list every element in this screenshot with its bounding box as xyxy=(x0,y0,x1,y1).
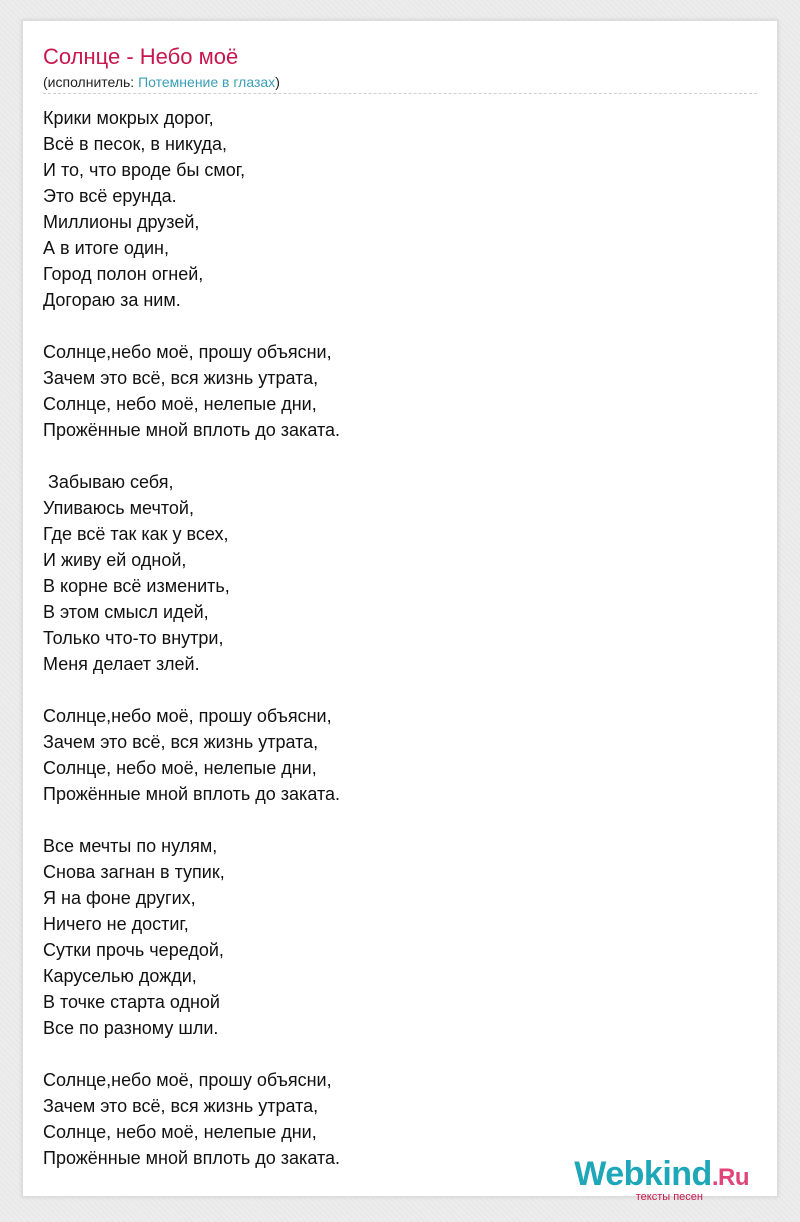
lyrics-line: Миллионы друзей, xyxy=(43,212,200,232)
lyrics-line: Зачем это всё, вся жизнь утрата, xyxy=(43,732,319,752)
lyrics-line: В точке старта одной xyxy=(43,992,220,1012)
artist-line xyxy=(43,73,280,91)
lyrics-line: Упиваюсь мечтой, xyxy=(43,498,194,518)
lyrics-line: Все мечты по нулям, xyxy=(43,836,218,856)
lyrics-line: Зачем это всё, вся жизнь утрата, xyxy=(43,1096,319,1116)
lyrics-line: Солнце, небо моё, нелепые дни, xyxy=(43,1122,317,1142)
lyrics-line: Где всё так как у всех, xyxy=(43,524,229,544)
lyrics-stanza xyxy=(43,469,743,677)
logo-name: Webkind xyxy=(574,1155,712,1193)
logo-tagline: тексты песен xyxy=(635,1191,703,1203)
artist-suffix: ) xyxy=(275,74,280,90)
lyrics-line: В этом смысл идей, xyxy=(43,602,209,622)
artist-link[interactable]: Потемнение в глазах xyxy=(138,74,276,90)
lyrics-line: Прожённые мной вплоть до заката. xyxy=(43,784,340,804)
lyrics-line: Сутки прочь чередой, xyxy=(43,940,224,960)
lyrics-stanza xyxy=(43,339,743,443)
lyrics-line: В корне всё изменить, xyxy=(43,576,230,596)
lyrics-line: Крики мокрых дорог, xyxy=(43,108,214,128)
lyrics-line: Все по разному шли. xyxy=(43,1018,219,1038)
lyrics-line: И то, что вроде бы смог, xyxy=(43,160,246,180)
lyrics-stanza xyxy=(43,833,743,1041)
lyrics-line: Забываю себя, xyxy=(43,472,174,492)
artist-prefix: (исполнитель: xyxy=(43,74,139,90)
logo-tld: .Ru xyxy=(711,1164,749,1191)
lyrics-stanza xyxy=(43,105,743,313)
lyrics-line: Солнце, небо моё, нелепые дни, xyxy=(43,758,317,778)
lyrics-line: Солнце,небо моё, прошу объясни, xyxy=(43,1070,332,1090)
lyrics-line: Догораю за ним. xyxy=(43,290,181,310)
logo-wordmark xyxy=(574,1157,749,1195)
lyrics-line: Каруселью дожди, xyxy=(43,966,197,986)
lyrics-text xyxy=(43,105,743,1197)
lyrics-line: Прожённые мной вплоть до заката. xyxy=(43,420,340,440)
lyrics-line: Солнце, небо моё, нелепые дни, xyxy=(43,394,317,414)
lyrics-line: Снова загнан в тупик, xyxy=(43,862,225,882)
lyrics-stanza xyxy=(43,703,743,807)
dashed-divider xyxy=(43,93,757,94)
lyrics-line: Город полон огней, xyxy=(43,264,204,284)
site-logo[interactable] xyxy=(574,1157,749,1203)
lyrics-line: Ничего не достиг, xyxy=(43,914,189,934)
lyrics-line: Солнце,небо моё, прошу объясни, xyxy=(43,342,332,362)
song-title: Солнце - Небо моё xyxy=(43,44,239,69)
song-card xyxy=(22,20,778,1203)
lyrics-line: Прожённые мной вплоть до заката. xyxy=(43,1148,340,1168)
lyrics-line: А в итоге один, xyxy=(43,238,169,258)
lyrics-line: Меня делает злей. xyxy=(43,654,200,674)
lyrics-line: Я на фоне других, xyxy=(43,888,196,908)
lyrics-line: Зачем это всё, вся жизнь утрата, xyxy=(43,368,319,388)
lyrics-line: И живу ей одной, xyxy=(43,550,187,570)
lyrics-line: Всё в песок, в никуда, xyxy=(43,134,227,154)
lyrics-line: Только что-то внутри, xyxy=(43,628,224,648)
lyrics-line: Это всё ерунда. xyxy=(43,186,177,206)
lyrics-line: Солнце,небо моё, прошу объясни, xyxy=(43,706,332,726)
